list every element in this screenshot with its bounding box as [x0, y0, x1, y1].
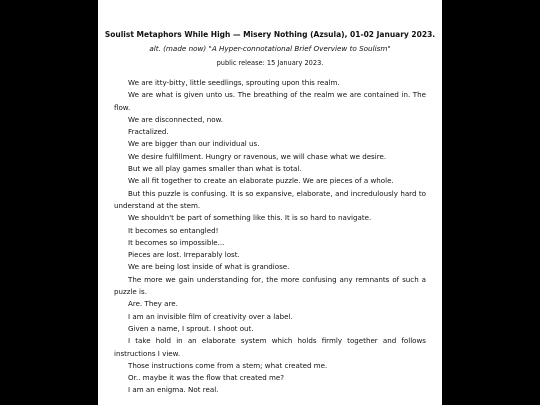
document-title: Soulist Metaphors While High — Misery Nothing (Azsula), 01-02 January 2023.	[104, 30, 436, 39]
paragraph: Are. They are.	[128, 299, 178, 309]
paragraph: We are disconnected, now.	[128, 114, 224, 124]
paragraph: The more we gain understanding for, the more confusing any remnants of such a puzzle is.	[114, 274, 426, 297]
paragraph: It becomes so entangled!	[128, 225, 219, 235]
paragraph: Those instructions come from a stem; what created me.	[128, 360, 328, 370]
paragraph: We shouldn't be part of something like this. It is so hard to navigate.	[128, 213, 372, 223]
paragraph: But we all play games smaller than what is total.	[128, 164, 302, 174]
paragraph: We are itty-bitty, little seedlings, sprouting upon this realm.	[128, 78, 340, 87]
paragraph: We all fit together to create an elaborate puzzle. We are pieces of a whole.	[128, 176, 394, 186]
document-page	[98, 0, 442, 405]
release-date: public release: 15 January 2023.	[216, 59, 324, 67]
document-body	[114, 77, 426, 397]
paragraph: I am an enigma. Not real.	[128, 385, 219, 395]
paragraph: Or.. maybe it was the flow that created me?	[128, 373, 285, 383]
paragraph: We are being lost inside of what is grandiose.	[128, 262, 290, 272]
paragraph: We desire fulfillment. Hungry or ravenous, we will chase what we desire.	[128, 151, 387, 161]
paragraph: I take hold in an elaborate system which holds firmly together and follows instructions I view.	[114, 336, 426, 358]
paragraph: We are what is given unto us. The breathing of the realm we are contained in. The flow.	[114, 90, 426, 112]
document-subtitle: alt. (made now) "A Hyper-connotational Brief Overview to Soulism"	[149, 44, 391, 53]
paragraph: But this puzzle is confusing. It is so expansive, elaborate, and incredulously hard to understand at the stem.	[114, 188, 426, 210]
paragraph: Fractalized.	[128, 127, 169, 137]
paragraph: It becomes so impossible...	[128, 237, 225, 247]
paragraph: Given a name, I sprout. I shoot out.	[128, 323, 254, 333]
paragraph: Pieces are lost. Irreparably lost.	[128, 250, 240, 260]
paragraph: We are bigger than our individual us.	[128, 139, 260, 149]
paragraph: I am an invisible film of creativity over a label.	[128, 311, 293, 321]
